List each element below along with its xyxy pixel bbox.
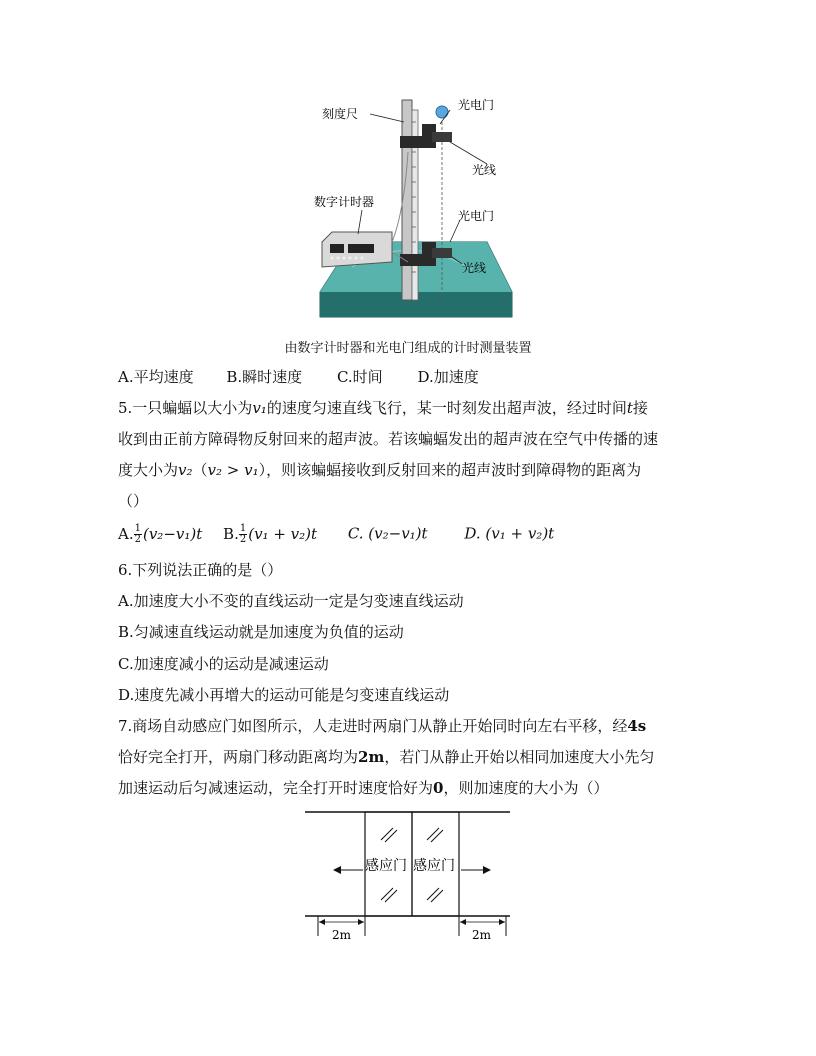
photogate-apparatus-figure xyxy=(312,92,532,337)
q5-option-b xyxy=(223,525,317,543)
label-light-bottom: 光线 xyxy=(462,261,487,275)
q7-line-3 xyxy=(118,777,608,798)
q5-option-a-expr: (v₂−v₁)t xyxy=(142,524,203,543)
distance-left-label: 2m xyxy=(332,928,352,942)
q7-text: 7.商场自动感应门如图所示，人走进时两扇门从静止开始同时向左右平移，经 xyxy=(118,717,628,735)
q5-t: t xyxy=(626,399,633,417)
q7-time: 4s xyxy=(627,717,647,735)
label-photogate-bottom: 光电门 xyxy=(458,209,495,223)
q5-option-d: D. (v₁ + v₂)t xyxy=(464,524,555,543)
q7-text: ，则加速度的大小为（） xyxy=(443,779,609,797)
q5-options-row xyxy=(118,524,554,545)
q5-option-c: C. (v₂−v₁)t xyxy=(347,524,428,543)
q5-text: 的速度匀速直线飞行，某一时刻发出超声波，经过时间 xyxy=(266,399,627,417)
q4-option-c: C.时间 xyxy=(336,368,383,386)
label-timer: 数字计时器 xyxy=(314,195,375,209)
q5-text: 度大小为 xyxy=(118,461,179,479)
q4-option-a: A.平均速度 xyxy=(118,368,194,386)
q7-line-1 xyxy=(118,715,646,736)
q5-option-a-prefix: A. xyxy=(118,524,134,543)
frac-num: 1 xyxy=(239,523,247,534)
frac-num: 1 xyxy=(134,523,141,534)
q5-option-b-prefix: B. xyxy=(223,524,239,543)
q4-options-row xyxy=(118,366,479,387)
q6-stem: 6.下列说法正确的是（） xyxy=(118,561,283,579)
q5-line-1 xyxy=(118,397,648,418)
door-left-label: 感应门 xyxy=(365,858,407,874)
q4-option-b: B.瞬时速度 xyxy=(226,368,303,386)
q5-text: 5.一只蝙蝠以大小为 xyxy=(118,399,253,417)
q5-line-4: （） xyxy=(118,492,149,510)
q7-text: 恰好完全打开，两扇门移动距离均为 xyxy=(118,748,359,766)
q5-option-a-fraction xyxy=(134,524,142,545)
q7-zero: 0 xyxy=(433,779,444,797)
label-ruler: 刻度尺 xyxy=(322,107,359,121)
q7-text: ，若门从静止开始以相同加速度大小先匀 xyxy=(384,748,655,766)
q6-option-a: A.加速度大小不变的直线运动一定是匀变速直线运动 xyxy=(118,592,464,610)
q5-option-b-fraction xyxy=(239,524,247,545)
q5-text: ），则该蝙蝠接收到反射回来的超声波时到障碍物的距离为 xyxy=(258,461,642,479)
frac-den: 2 xyxy=(239,534,247,545)
label-photogate-top: 光电门 xyxy=(458,98,495,112)
q5-v1: v₁ xyxy=(252,399,267,417)
figure1-caption: 由数字计时器和光电门组成的计时测量装置 xyxy=(284,341,532,356)
distance-right-label: 2m xyxy=(472,928,492,942)
q5-text: 接 xyxy=(632,399,648,417)
sliding-door-figure xyxy=(305,808,515,943)
q5-v2: v₂ xyxy=(178,461,193,479)
q5-option-a xyxy=(118,525,202,543)
label-light-top: 光线 xyxy=(472,163,497,177)
q5-line-3 xyxy=(118,459,641,480)
q6-option-c: C.加速度减小的运动是减速运动 xyxy=(118,655,329,673)
q5-inequality: v₂ > v₁ xyxy=(207,461,259,479)
q6-option-d: D.速度先减小再增大的运动可能是匀变速直线运动 xyxy=(118,686,450,704)
frac-den: 2 xyxy=(134,534,141,545)
door-right-label: 感应门 xyxy=(413,858,455,874)
q4-option-d: D.加速度 xyxy=(417,368,479,386)
q5-option-b-expr: (v₁ + v₂)t xyxy=(248,524,318,543)
q5-text: （ xyxy=(192,461,208,479)
q7-line-2 xyxy=(118,746,654,767)
q6-option-b: B.匀减速直线运动就是加速度为负值的运动 xyxy=(118,623,404,641)
q5-line-2: 收到由正前方障碍物反射回来的超声波。若该蝙蝠发出的超声波在空气中传播的速 xyxy=(118,430,659,448)
q7-text: 加速运动后匀减速运动，完全打开时速度恰好为 xyxy=(118,779,434,797)
q7-distance: 2m xyxy=(358,748,385,766)
